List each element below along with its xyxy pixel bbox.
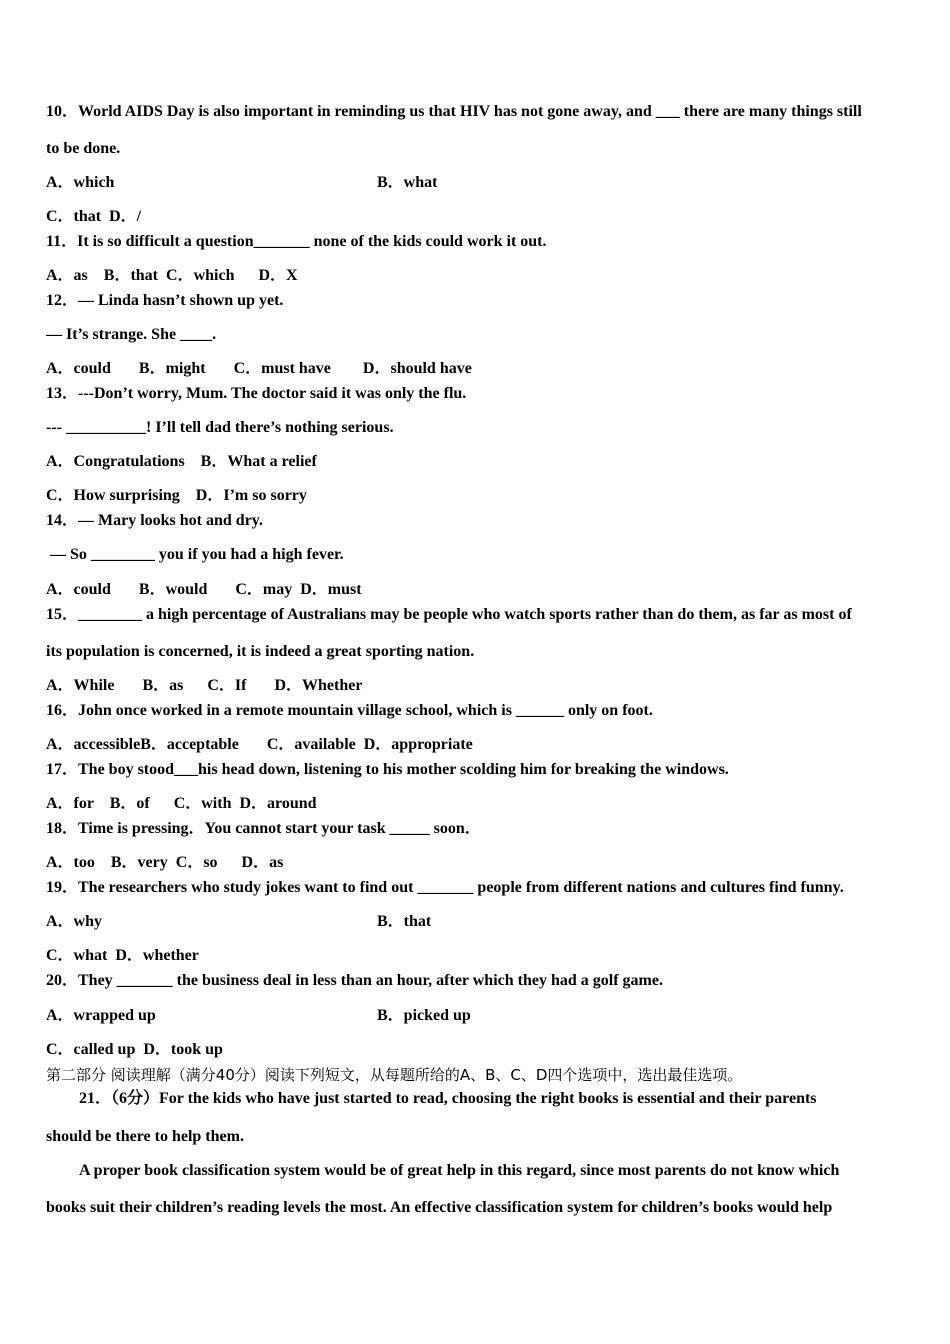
q19-stem: 19．The researchers who study jokes want to find out _______ people from different nations and cultures find funny. (46, 879, 844, 896)
q12-options: A．could B．might C．must have D．should have (46, 360, 472, 377)
q10-option-b: B．what (377, 174, 438, 191)
q13-stem-line2: --- __________! I’ll tell dad there’s nothing serious. (46, 419, 394, 436)
q10-stem-line2: to be done. (46, 140, 121, 157)
q14-stem-line2: — So ________ you if you had a high fever. (46, 546, 344, 563)
q13-options-ab: A．Congratulations B．What a relief (46, 453, 317, 470)
q17-stem: 17．The boy stood___his head down, listening to his mother scolding him for breaking the windows. (46, 761, 729, 778)
q19-option-b: B．that (377, 913, 432, 930)
q10-stem-line1: 10．World AIDS Day is also important in reminding us that HIV has not gone away, and ___ there are many things still (46, 103, 862, 120)
q15-stem-line2: its population is concerned, it is indeed a great sporting nation. (46, 643, 475, 660)
q20-stem: 20．They _______ the business deal in less than an hour, after which they had a golf game. (46, 972, 663, 989)
passage-p1-line1: 21．（6分）For the kids who have just started to read, choosing the right books is essential and their parents (79, 1090, 817, 1107)
q11-options: A．as B．that C．which D．X (46, 267, 298, 284)
q16-options: A．accessibleB．acceptable C．available D．appropriate (46, 736, 473, 753)
q12-stem-line2: — It’s strange. She ____. (46, 326, 217, 343)
passage-p1-line2: should be there to help them. (46, 1128, 244, 1145)
q20-option-a: A．wrapped up (46, 1007, 156, 1024)
q19-options-cd: C．what D．whether (46, 947, 199, 964)
q20-options-cd: C．called up D．took up (46, 1041, 223, 1058)
q10-option-a: A．which (46, 174, 115, 191)
q18-stem: 18．Time is pressing．You cannot start your task _____ soon． (46, 820, 481, 837)
passage-p2-line2: books suit their children’s reading levels the most. An effective classification system for children’s books would help (46, 1199, 833, 1216)
q19-option-a: A．why (46, 913, 103, 930)
q15-stem-line1: 15．________ a high percentage of Australians may be people who watch sports rather than do them, as far as most of (46, 606, 852, 623)
q17-options: A．for B．of C．with D．around (46, 795, 317, 812)
section-two-heading: 第二部分 阅读理解（满分40分）阅读下列短文，从每题所给的A、B、C、D四个选项中，选出最佳选项。 (46, 1066, 743, 1084)
q14-stem-line1: 14．— Mary looks hot and dry. (46, 512, 263, 529)
q11-stem: 11．It is so difficult a question_______ none of the kids could work it out. (46, 233, 547, 250)
q12-stem-line1: 12．— Linda hasn’t shown up yet. (46, 292, 284, 309)
q15-options: A．While B．as C．If D．Whether (46, 677, 363, 694)
q18-options: A．too B．very C．so D．as (46, 854, 284, 871)
passage-p2-line1: A proper book classification system would be of great help in this regard, since most parents do not know which (79, 1162, 840, 1179)
q20-option-b: B．picked up (377, 1007, 471, 1024)
q16-stem: 16．John once worked in a remote mountain village school, which is ______ only on foot. (46, 702, 653, 719)
q13-stem-line1: 13．---Don’t worry, Mum. The doctor said it was only the flu. (46, 385, 467, 402)
q14-options: A．could B．would C．may D．must (46, 581, 362, 598)
q13-options-cd: C．How surprising D．I’m so sorry (46, 487, 307, 504)
q10-options-cd: C．that D．/ (46, 208, 142, 225)
